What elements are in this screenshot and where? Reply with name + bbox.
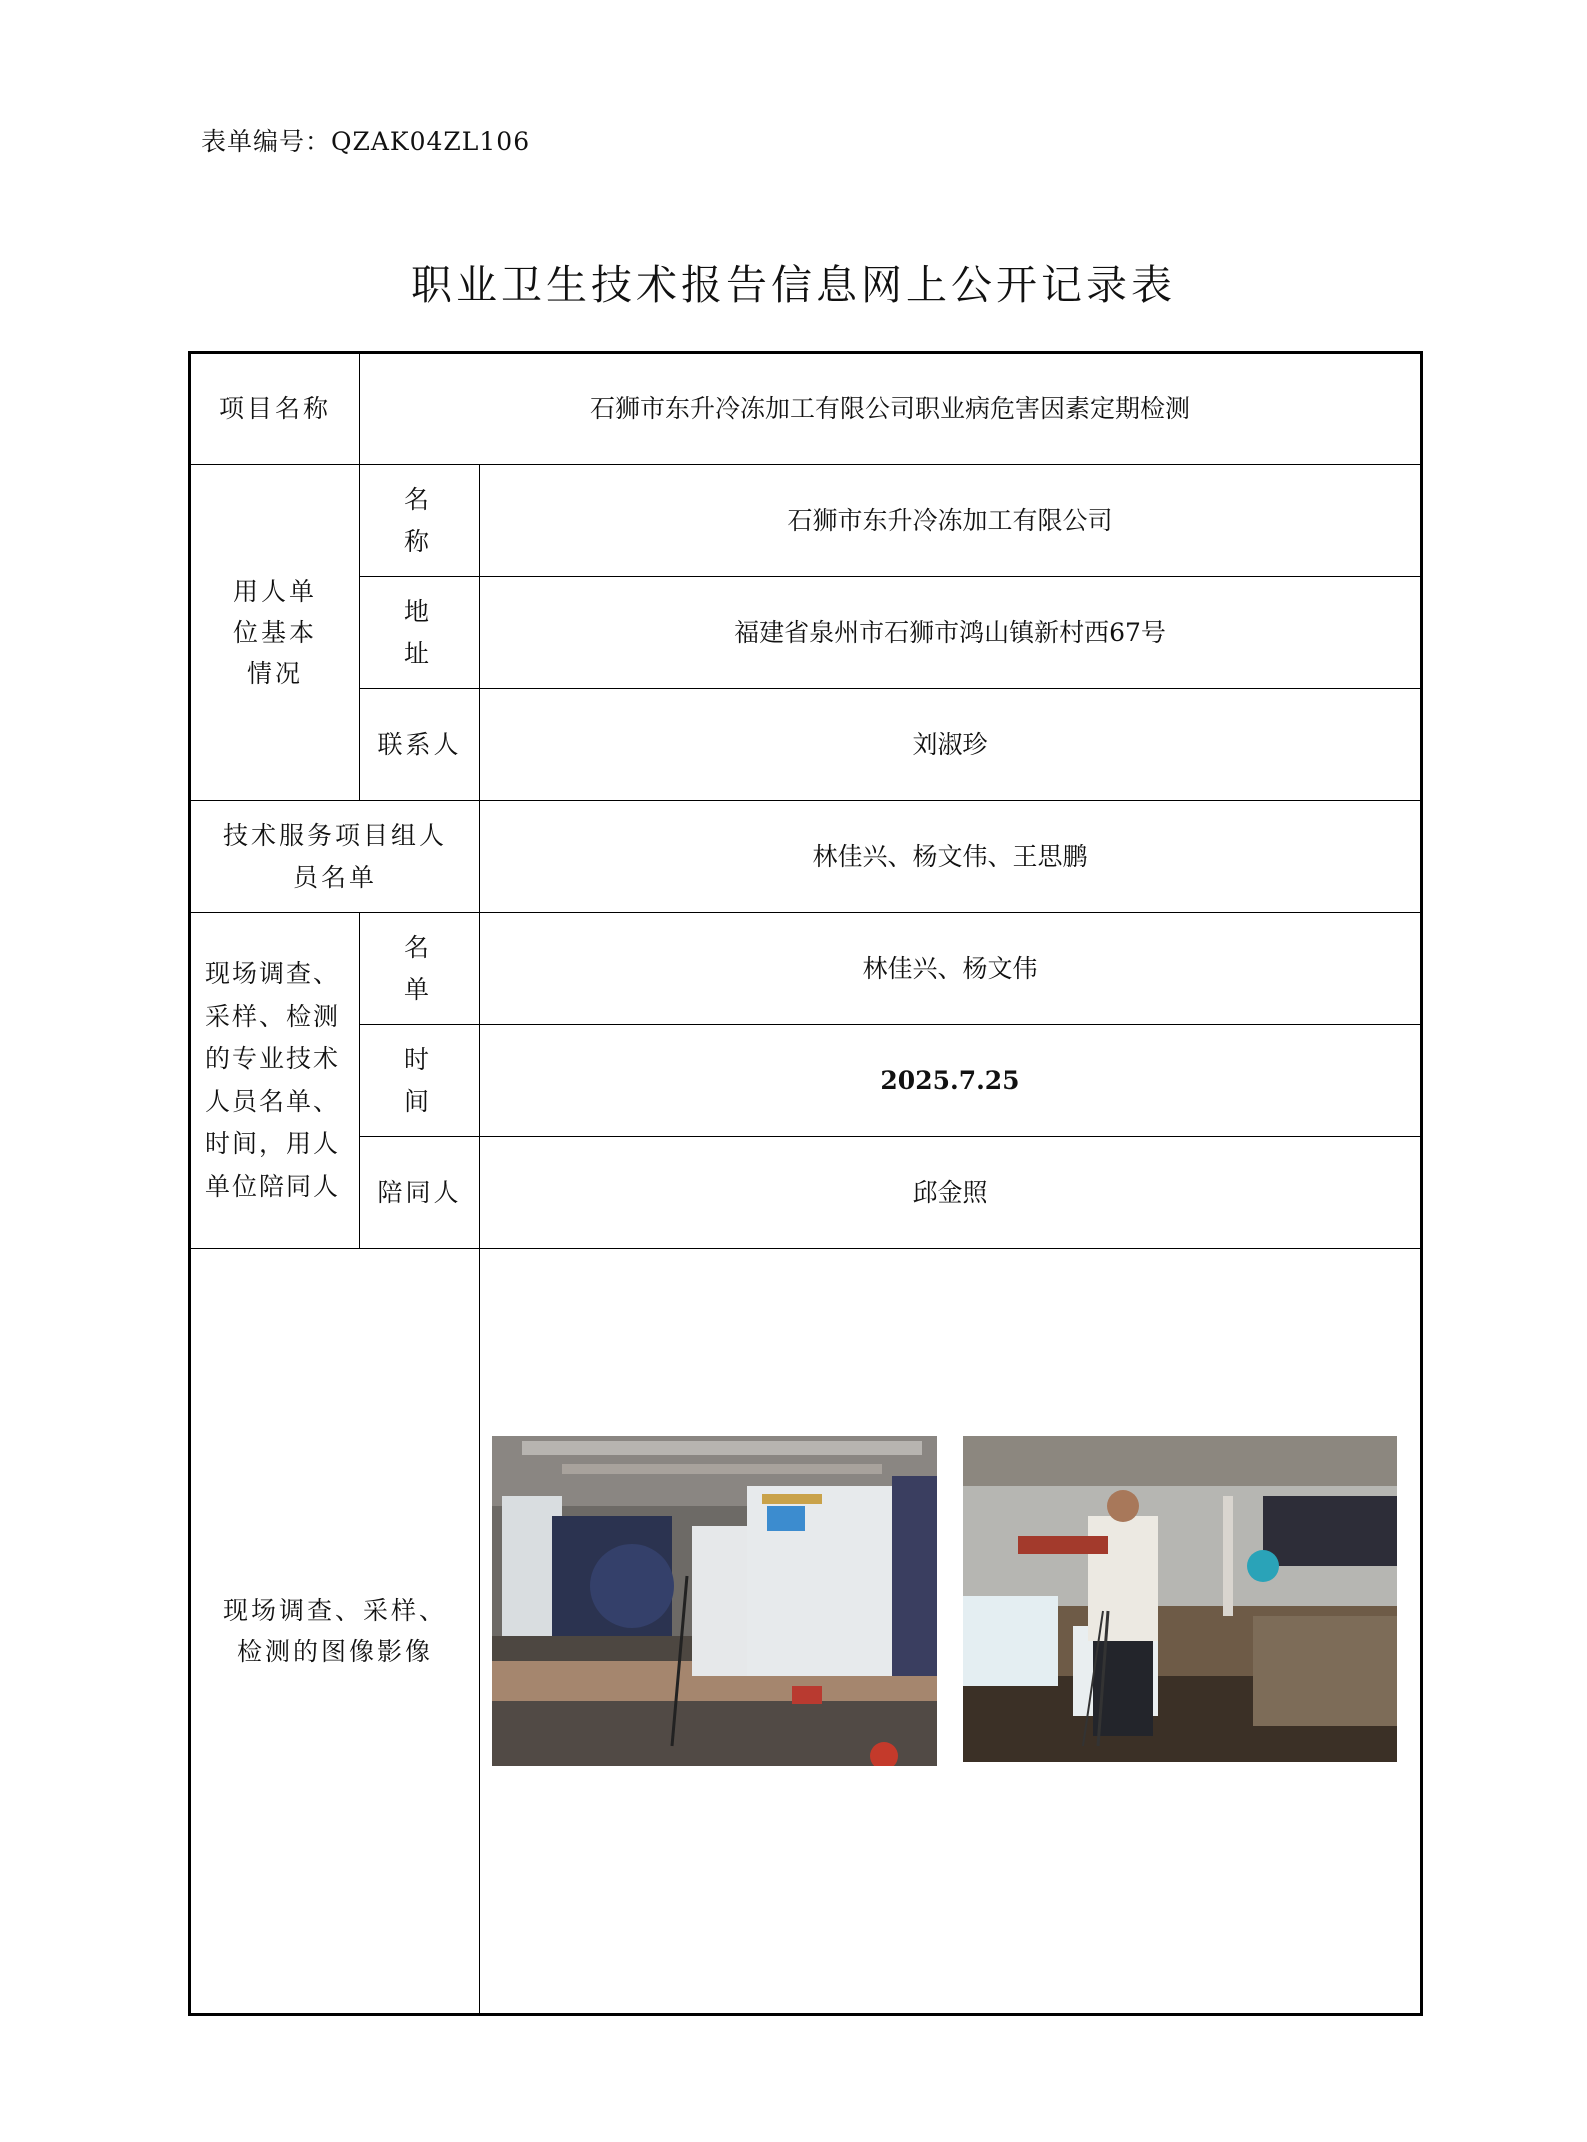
images-label [190, 1249, 480, 2015]
survey-time-value: 2025.7.25 [480, 1025, 1422, 1137]
survey-group-label [190, 913, 360, 1249]
survey-time-label: 时 间 [360, 1025, 480, 1137]
site-photo-worker [963, 1436, 1397, 1762]
site-photo-equipment [492, 1436, 937, 1766]
employer-contact-label: 联系人 [360, 689, 480, 801]
row-project-name [190, 353, 1422, 465]
employer-group-text: 用人单位基本情况 [232, 576, 317, 689]
survey-companion-value: 邱金照 [480, 1137, 1422, 1249]
row-survey-names [190, 913, 1422, 1025]
row-survey-companion [190, 1137, 1422, 1249]
employer-address-label: 地 址 [360, 577, 480, 689]
employer-contact-value: 刘淑珍 [480, 689, 1422, 801]
row-team [190, 801, 1422, 913]
employer-address-value: 福建省泉州市石狮市鸿山镇新村西67号 [480, 577, 1422, 689]
team-label-text: 技术服务项目组人员名单 [222, 821, 447, 892]
survey-names-label: 名 单 [360, 913, 480, 1025]
images-cell [480, 1249, 1422, 2015]
team-label [190, 801, 480, 913]
team-value: 林佳兴、杨文伟、王思鹏 [480, 801, 1422, 913]
employer-group-label [190, 465, 360, 801]
project-name-value: 石狮市东升冷冻加工有限公司职业病危害因素定期检测 [360, 353, 1422, 465]
survey-group-text: 现场调查、采样、检测的专业技术人员名单、时间，用人单位陪同人 [205, 959, 341, 1201]
employer-name-value: 石狮市东升冷冻加工有限公司 [480, 465, 1422, 577]
row-employer-contact [190, 689, 1422, 801]
row-images [190, 1249, 1422, 2015]
record-table [188, 351, 1423, 2016]
form-number: 表单编号：QZAK04ZL106 [201, 127, 531, 156]
project-name-label: 项目名称 [190, 353, 360, 465]
employer-name-label: 名 称 [360, 465, 480, 577]
images-label-text: 现场调查、采样、检测的图像影像 [222, 1595, 447, 1666]
document-title: 职业卫生技术报告信息网上公开记录表 [411, 261, 1176, 309]
survey-companion-label: 陪同人 [360, 1137, 480, 1249]
photos-container [480, 1256, 1420, 2007]
survey-names-value: 林佳兴、杨文伟 [480, 913, 1422, 1025]
row-employer-name [190, 465, 1422, 577]
row-employer-address [190, 577, 1422, 689]
row-survey-time [190, 1025, 1422, 1137]
